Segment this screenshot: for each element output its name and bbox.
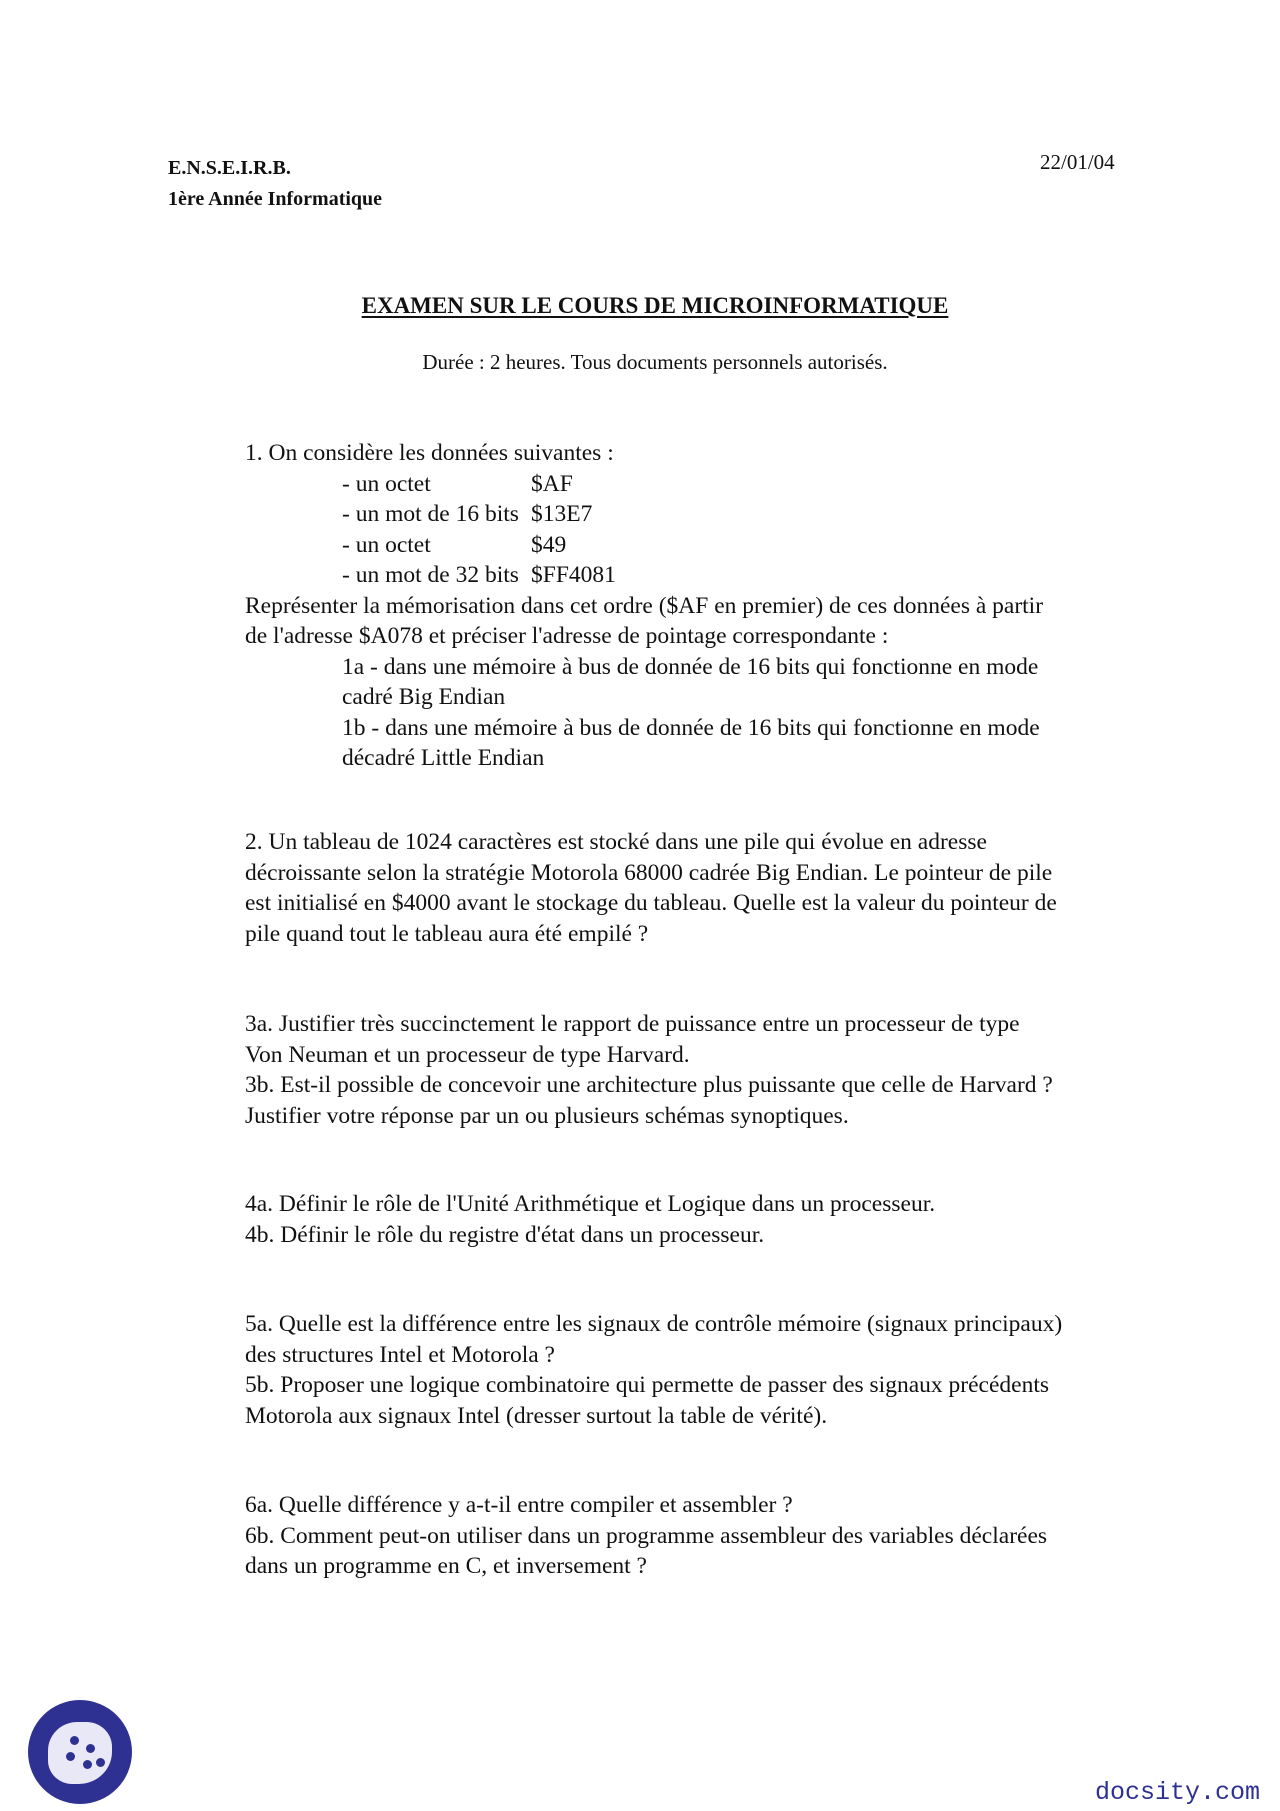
q1-data-item xyxy=(342,530,1043,561)
q1-item-value: $AF xyxy=(531,470,573,497)
q5-line: 5a. Quelle est la différence entre les signaux de contrôle mémoire (signaux principaux) xyxy=(245,1311,1063,1337)
question-3 xyxy=(245,1009,1053,1131)
header-institution xyxy=(168,153,382,215)
question-4 xyxy=(245,1189,935,1250)
question-1 xyxy=(245,438,1043,774)
q1-text-line: de l'adresse $A078 et préciser l'adresse de pointage correspondante : xyxy=(245,623,889,649)
school-name: E.N.S.E.I.R.B. xyxy=(168,157,291,179)
q3-line: 3b. Est-il possible de concevoir une architecture plus puissante que celle de Harvard ? xyxy=(245,1072,1053,1098)
q6-line: 6b. Comment peut-on utiliser dans un programme assembleur des variables déclarées xyxy=(245,1522,1048,1549)
q1-item-label: - un mot de 32 bits xyxy=(342,562,519,588)
q2-line: est initialisé en $4000 avant le stockage du tableau. Quelle est la valeur du pointeur de xyxy=(245,890,1057,916)
logo-dot xyxy=(66,1752,75,1761)
q1-data-item xyxy=(342,469,1043,500)
exam-subtitle: Durée : 2 heures. Tous documents personnels autorisés. xyxy=(422,350,888,374)
q1-item-label: - un octet xyxy=(342,531,431,558)
q1-intro: 1. On considère les données suivantes : xyxy=(245,440,614,466)
exam-date: 22/01/04 xyxy=(1040,150,1115,174)
logo-dot xyxy=(70,1736,79,1745)
q6-line: dans un programme en C, et inversement ? xyxy=(245,1553,647,1579)
exam-title: EXAMEN SUR LE COURS DE MICROINFORMATIQUE xyxy=(361,293,949,318)
q3-line: Von Neuman et un processeur de type Harvard. xyxy=(245,1041,690,1068)
q2-line: décroissante selon la stratégie Motorola 68000 cadrée Big Endian. Le pointeur de pile xyxy=(245,859,1053,886)
logo-blob xyxy=(48,1722,112,1784)
logo-dot xyxy=(86,1744,95,1753)
question-6 xyxy=(245,1490,1047,1582)
q1-item-label: - un octet xyxy=(342,470,431,497)
q1-data-item xyxy=(342,499,1043,530)
q3-line: 3a. Justifier très succinctement le rapport de puissance entre un processeur de type xyxy=(245,1011,1020,1037)
logo-dot xyxy=(96,1758,105,1767)
q1-item-value: $13E7 xyxy=(531,501,593,527)
q1-data-list xyxy=(245,469,1043,591)
q1-data-item xyxy=(342,560,1043,591)
docsity-watermark: docsity.com xyxy=(1095,1778,1261,1807)
q1-item-value: $49 xyxy=(531,531,567,558)
q1a-line: cadré Big Endian xyxy=(342,684,506,710)
q1b-line: décadré Little Endian xyxy=(342,745,545,771)
logo-dot xyxy=(83,1760,92,1769)
q1b-line: 1b - dans une mémoire à bus de donnée de 16 bits qui fonctionne en mode xyxy=(342,714,1040,741)
q2-line: pile quand tout le tableau aura été empilé ? xyxy=(245,920,649,947)
docsity-logo-icon xyxy=(28,1700,132,1804)
q5-line: 5b. Proposer une logique combinatoire qui permette de passer des signaux précédents xyxy=(245,1372,1049,1398)
q4-line: 4a. Définir le rôle de l'Unité Arithmétique et Logique dans un processeur. xyxy=(245,1191,936,1217)
q4-line: 4b. Définir le rôle du registre d'état dans un processeur. xyxy=(245,1221,765,1248)
q1-item-label: - un mot de 16 bits xyxy=(342,501,519,527)
q5-line: des structures Intel et Motorola ? xyxy=(245,1341,555,1368)
q6-line: 6a. Quelle différence y a-t-il entre compiler et assembler ? xyxy=(245,1492,793,1518)
q1-item-value: $FF4081 xyxy=(531,562,616,588)
q2-line: 2. Un tableau de 1024 caractères est stocké dans une pile qui évolue en adresse xyxy=(245,829,987,855)
q1a-line: 1a - dans une mémoire à bus de donnée de 16 bits qui fonctionne en mode xyxy=(342,653,1039,680)
question-2 xyxy=(245,827,1057,949)
question-5 xyxy=(245,1309,1062,1431)
q5-line: Motorola aux signaux Intel (dresser surtout la table de vérité). xyxy=(245,1402,828,1429)
q1-subquestions xyxy=(245,652,1043,774)
q3-line: Justifier votre réponse par un ou plusieurs schémas synoptiques. xyxy=(245,1102,849,1129)
q1-text-line: Représenter la mémorisation dans cet ordre ($AF en premier) de ces données à partir xyxy=(245,592,1044,619)
school-year: 1ère Année Informatique xyxy=(168,188,383,210)
